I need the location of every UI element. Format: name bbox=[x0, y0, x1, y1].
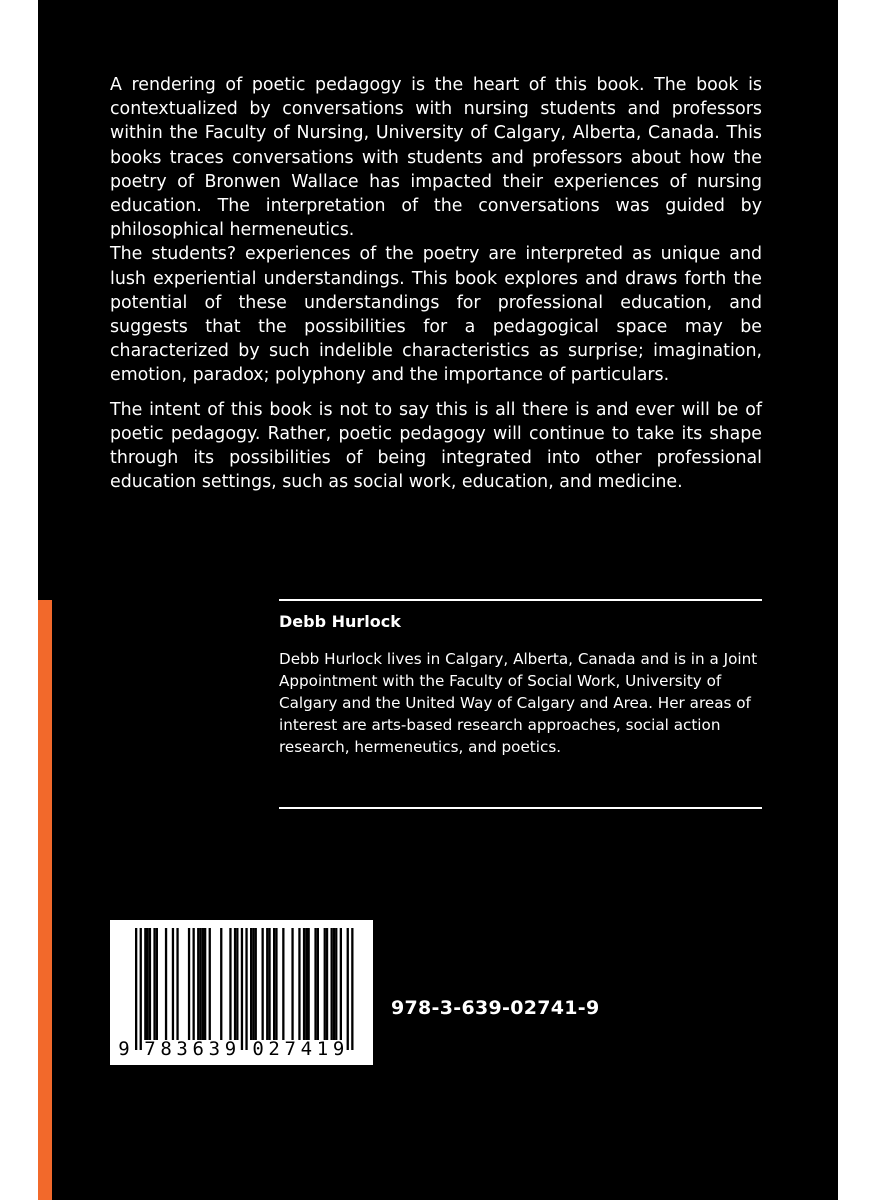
barcode-bar bbox=[202, 928, 204, 1040]
description-paragraph-3: The intent of this book is not to say this is all there is and ever will be of poetic pedagogy. Rather, poetic pedagogy will continue to take its shape through its possibilities of being integrated into other professional education settings, such as social work, education, and medicine. bbox=[110, 399, 762, 493]
barcode-bar bbox=[241, 928, 243, 1050]
barcode-bar bbox=[255, 928, 257, 1040]
barcode-graphic bbox=[110, 920, 373, 1065]
description-paragraph-1: A rendering of poetic pedagogy is the heart of this book. The book is contextualized by conversations with nursing students and professors within the Faculty of Nursing, University of Calgary, Alberta, Canada. This books traces conversations with students and professors about how the poetry of Bronwen Wallace has impacted their experiences of nursing education. The interpretation of the conversations was guided by philosophical hermeneutics. bbox=[110, 75, 762, 241]
barcode-bar bbox=[347, 928, 349, 1050]
barcode-bar bbox=[193, 928, 195, 1040]
barcode-bar bbox=[197, 928, 199, 1040]
barcode-bar bbox=[262, 928, 264, 1040]
barcode-bar bbox=[335, 928, 337, 1040]
barcode-bar bbox=[268, 928, 270, 1040]
barcode-digit: 3 bbox=[176, 1038, 188, 1060]
barcode-bar bbox=[140, 928, 142, 1050]
barcode-bar bbox=[229, 928, 231, 1040]
barcode-bar bbox=[275, 928, 277, 1040]
barcode-bar bbox=[156, 928, 158, 1040]
barcode-bar bbox=[204, 928, 206, 1040]
barcode-digit: 4 bbox=[300, 1038, 313, 1060]
barcode-bar bbox=[149, 928, 151, 1040]
barcode-digit: 9 bbox=[224, 1038, 237, 1060]
barcode-bar bbox=[305, 928, 307, 1040]
barcode-bar bbox=[153, 928, 155, 1040]
barcode-bar bbox=[165, 928, 167, 1040]
barcode-bar bbox=[282, 928, 284, 1040]
barcode-bar bbox=[326, 928, 328, 1040]
barcode-bar bbox=[245, 928, 247, 1050]
barcode-bar bbox=[199, 928, 201, 1040]
barcode-bar bbox=[303, 928, 305, 1040]
barcode-digit: 0 bbox=[252, 1038, 264, 1060]
barcode-bar bbox=[266, 928, 268, 1040]
barcode-bar bbox=[252, 928, 254, 1040]
barcode-bar bbox=[172, 928, 174, 1040]
barcode-bar bbox=[317, 928, 319, 1040]
description-paragraph-2: The students? experiences of the poetry are interpreted as unique and lush experiential understandings. This book explores and draws forth the potential of these understandings for professional education, and suggests that the possibilities for a pedagogical space may be characterized by such indelible characteristics as surprise; imagination, emotion, paradox; polyphony and the importance of particulars. bbox=[110, 244, 762, 386]
author-bottom-divider bbox=[279, 807, 762, 809]
author-bio: Debb Hurlock lives in Calgary, Alberta, Canada and is in a Joint Appointment with the Faculty of Social Work, University of Calgary and the United Way of Calgary and Area. Her areas of interest are arts-based research approaches, social action research, hermeneutics, and poetics. bbox=[279, 650, 758, 756]
barcode-bar bbox=[298, 928, 300, 1040]
barcode-bar bbox=[209, 928, 211, 1040]
barcode-digit: 7 bbox=[144, 1038, 156, 1060]
author-top-divider bbox=[279, 599, 762, 601]
barcode-digit: 6 bbox=[192, 1038, 204, 1060]
barcode-bar bbox=[220, 928, 222, 1040]
barcode-bar bbox=[176, 928, 178, 1040]
barcode-bar bbox=[236, 928, 238, 1040]
barcode-bar bbox=[324, 928, 326, 1040]
barcode-bar bbox=[308, 928, 310, 1040]
orange-spine-strip bbox=[38, 600, 52, 1200]
barcode-digit: 8 bbox=[160, 1038, 172, 1060]
barcode-bar bbox=[273, 928, 275, 1040]
barcode-bar bbox=[147, 928, 149, 1040]
barcode-bar bbox=[188, 928, 190, 1040]
barcode-bar bbox=[351, 928, 353, 1050]
barcode-digit: 9 bbox=[118, 1038, 130, 1060]
book-description bbox=[110, 73, 762, 494]
barcode-bar bbox=[250, 928, 252, 1040]
isbn-number: 978-3-639-02741-9 bbox=[391, 997, 600, 1019]
barcode-digit: 7 bbox=[284, 1038, 296, 1060]
author-name: Debb Hurlock bbox=[279, 612, 401, 631]
barcode-bar bbox=[331, 928, 333, 1040]
barcode-bar bbox=[314, 928, 316, 1040]
barcode-bar bbox=[135, 928, 137, 1050]
barcode-bar bbox=[340, 928, 342, 1040]
barcode-digit: 3 bbox=[208, 1038, 221, 1060]
barcode-bar bbox=[291, 928, 293, 1040]
barcode-digit: 9 bbox=[332, 1038, 345, 1060]
isbn-barcode bbox=[110, 920, 373, 1065]
barcode-bar bbox=[333, 928, 335, 1040]
barcode-digit: 1 bbox=[316, 1038, 329, 1060]
barcode-bar bbox=[144, 928, 146, 1040]
barcode-bar bbox=[234, 928, 236, 1040]
barcode-digit: 2 bbox=[268, 1038, 280, 1060]
